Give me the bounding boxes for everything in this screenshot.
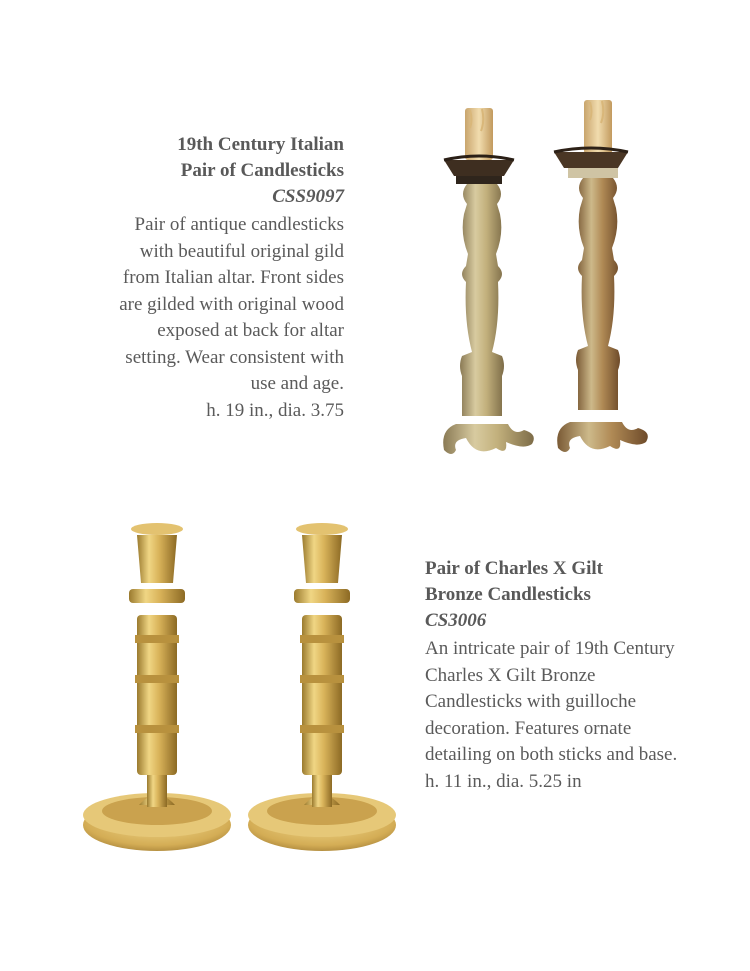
description-line: Candlesticks with guilloche: [425, 691, 637, 712]
product-photo-italian-candlesticks: [430, 88, 650, 483]
product-dimensions: h. 19 in., dia. 3.75: [206, 399, 344, 421]
product-text-italian-candlesticks: [90, 132, 344, 424]
description-line: decoration. Features ornate: [425, 717, 632, 739]
candlestick-right: [554, 100, 648, 452]
description-line: exposed at back for altar: [157, 320, 344, 341]
product-title-line-2: Pair of Candlesticks: [180, 160, 344, 181]
description-line: with beautiful original gild: [139, 240, 344, 262]
bronze-candlestick-right: [248, 523, 396, 851]
description-line: are gilded with original wood: [119, 293, 344, 315]
description-line: use and age.: [250, 373, 344, 394]
product-description: [90, 212, 344, 398]
candlestick-left: [443, 108, 534, 454]
product-title-line-2: Bronze Candlesticks: [425, 584, 591, 605]
product-dimensions: h. 11 in., dia. 5.25 in: [425, 770, 582, 792]
product-title-line-1: 19th Century Italian: [177, 134, 344, 155]
product-sku: CS3006: [425, 610, 487, 631]
description-line: An intricate pair of 19th Century: [425, 638, 675, 659]
product-description: [425, 636, 725, 769]
description-line: Charles X Gilt Bronze: [425, 664, 596, 686]
description-line: setting. Wear consistent with: [125, 346, 344, 368]
product-sku: CSS9097: [272, 186, 344, 207]
description-line: detailing on both sticks and base.: [425, 744, 678, 765]
description-line: Pair of antique candlesticks: [134, 214, 344, 235]
product-photo-charles-x-candlesticks: [75, 515, 405, 860]
product-text-charles-x-candlesticks: [425, 556, 725, 795]
product-title-line-1: Pair of Charles X Gilt: [425, 558, 604, 579]
description-line: from Italian altar. Front sides: [122, 267, 344, 288]
bronze-candlestick-left: [83, 523, 231, 851]
